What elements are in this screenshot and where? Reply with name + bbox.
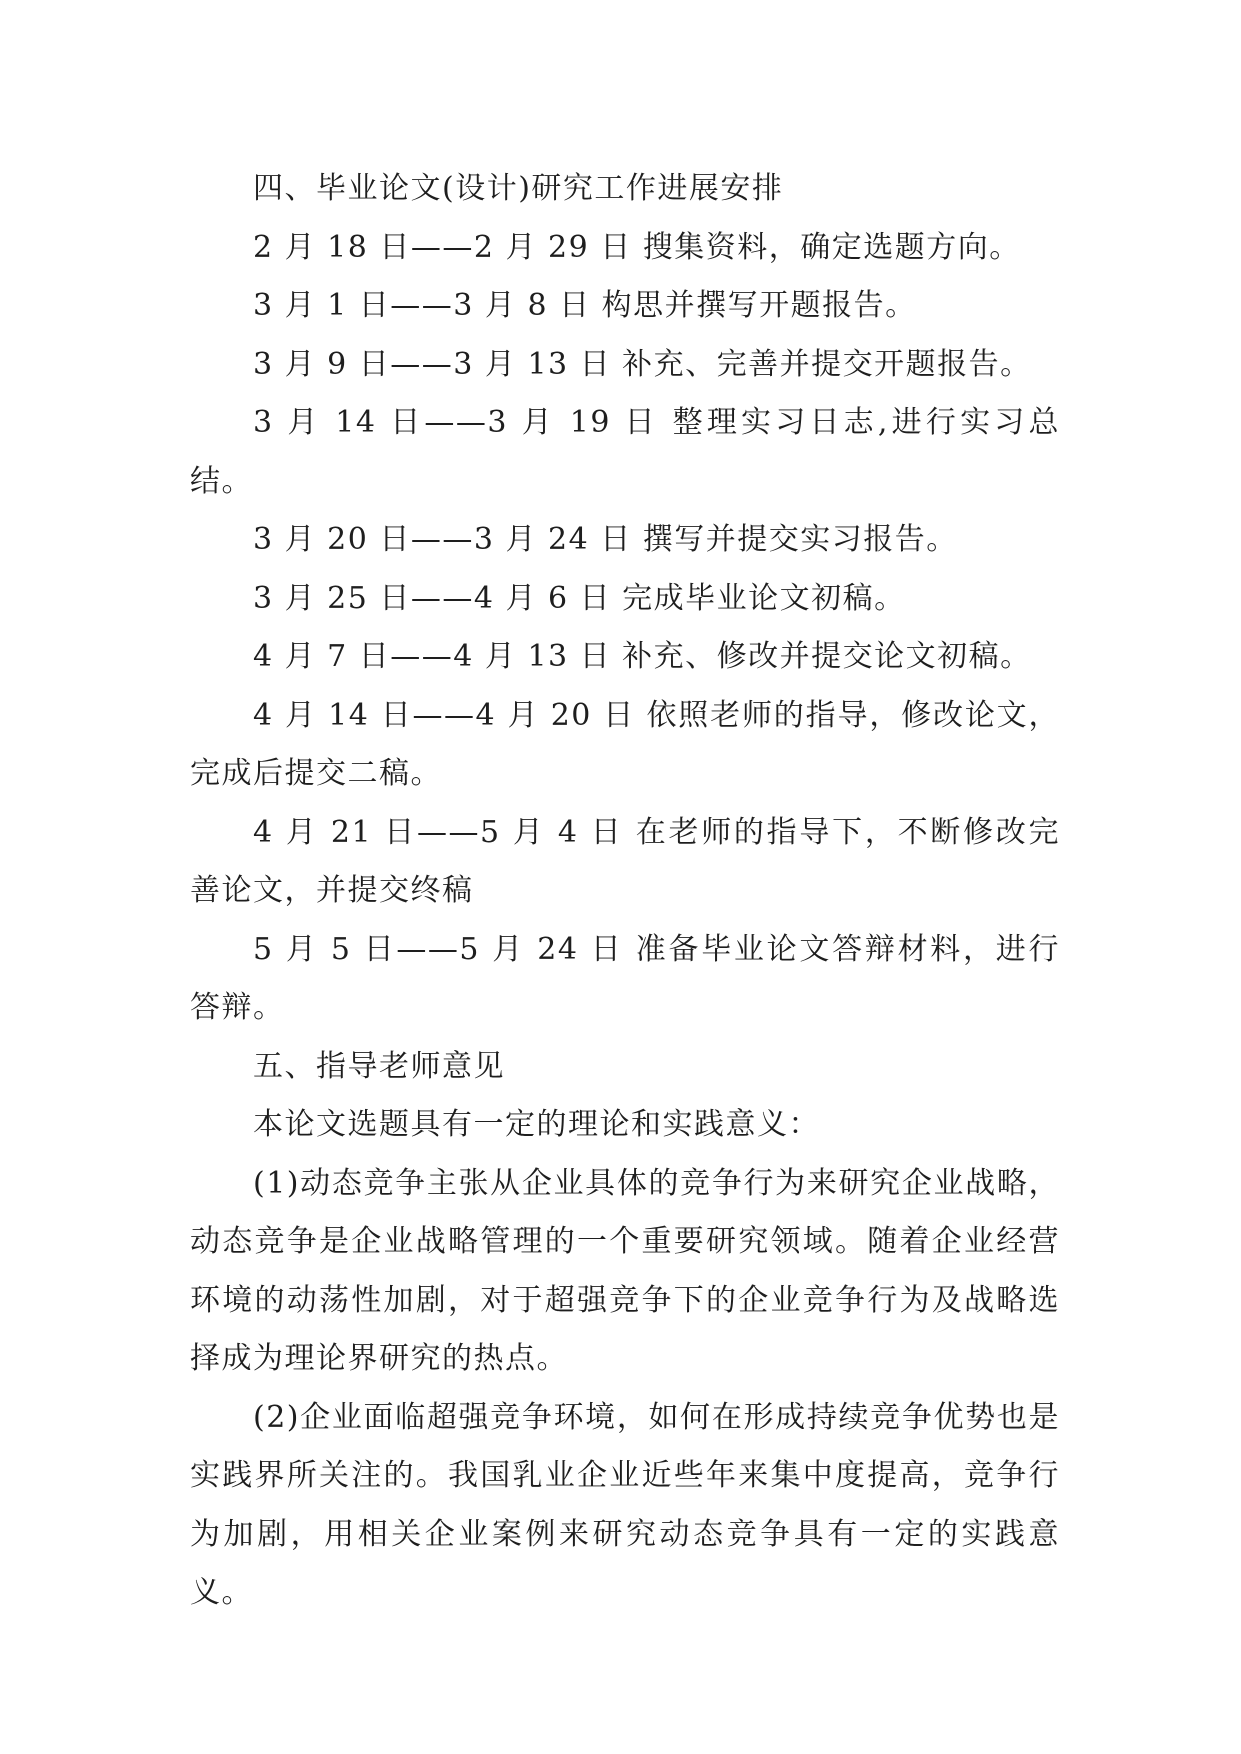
- schedule-item-3: 3 月 9 日——3 月 13 日 补充、完善并提交开题报告。: [253, 346, 1032, 382]
- opinion-point-1: (1)动态竞争主张从企业具体的竞争行为来研究企业战略，动态竞争是企业战略管理的一个重要研究领域。随着企业经营环境的动荡性加剧，对于超强竞争下的企业竞争行为及战略选择成为理论界研究的热点。: [190, 1165, 1060, 1376]
- opinion-point-2: (2)企业面临超强竞争环境，如何在形成持续竞争优势也是实践界所关注的。我国乳业企业近些年来集中度提高，竞争行为加剧，用相关企业案例来研究动态竞争具有一定的实践意义。: [190, 1399, 1060, 1610]
- schedule-item-8: 4 月 14 日——4 月 20 日 依照老师的指导，修改论文，完成后提交二稿。: [190, 697, 1060, 791]
- section-heading-5: 五、指导老师意见: [253, 1048, 505, 1084]
- schedule-item-7: 4 月 7 日——4 月 13 日 补充、修改并提交论文初稿。: [253, 639, 1032, 674]
- schedule-item-4: 3 月 14 日——3 月 19 日 整理实习日志,进行实习总结。: [190, 405, 1060, 499]
- schedule-item-1: 2 月 18 日——2 月 29 日 搜集资料，确定选题方向。: [253, 229, 1021, 265]
- schedule-item-6: 3 月 25 日——4 月 6 日 完成毕业论文初稿。: [253, 580, 906, 616]
- schedule-item-9: 4 月 21 日——5 月 4 日 在老师的指导下，不断修改完善论文，并提交终稿: [190, 814, 1060, 908]
- opinion-intro: 本论文选题具有一定的理论和实践意义：: [253, 1107, 820, 1142]
- section-heading-4: 四、毕业论文(设计)研究工作进展安排: [253, 171, 784, 206]
- schedule-item-10: 5 月 5 日——5 月 24 日 准备毕业论文答辩材料，进行答辩。: [190, 931, 1060, 1025]
- schedule-item-5: 3 月 20 日——3 月 24 日 撰写并提交实习报告。: [253, 522, 958, 557]
- document-body: [190, 160, 1060, 1623]
- schedule-item-2: 3 月 1 日——3 月 8 日 构思并撰写开题报告。: [253, 288, 917, 323]
